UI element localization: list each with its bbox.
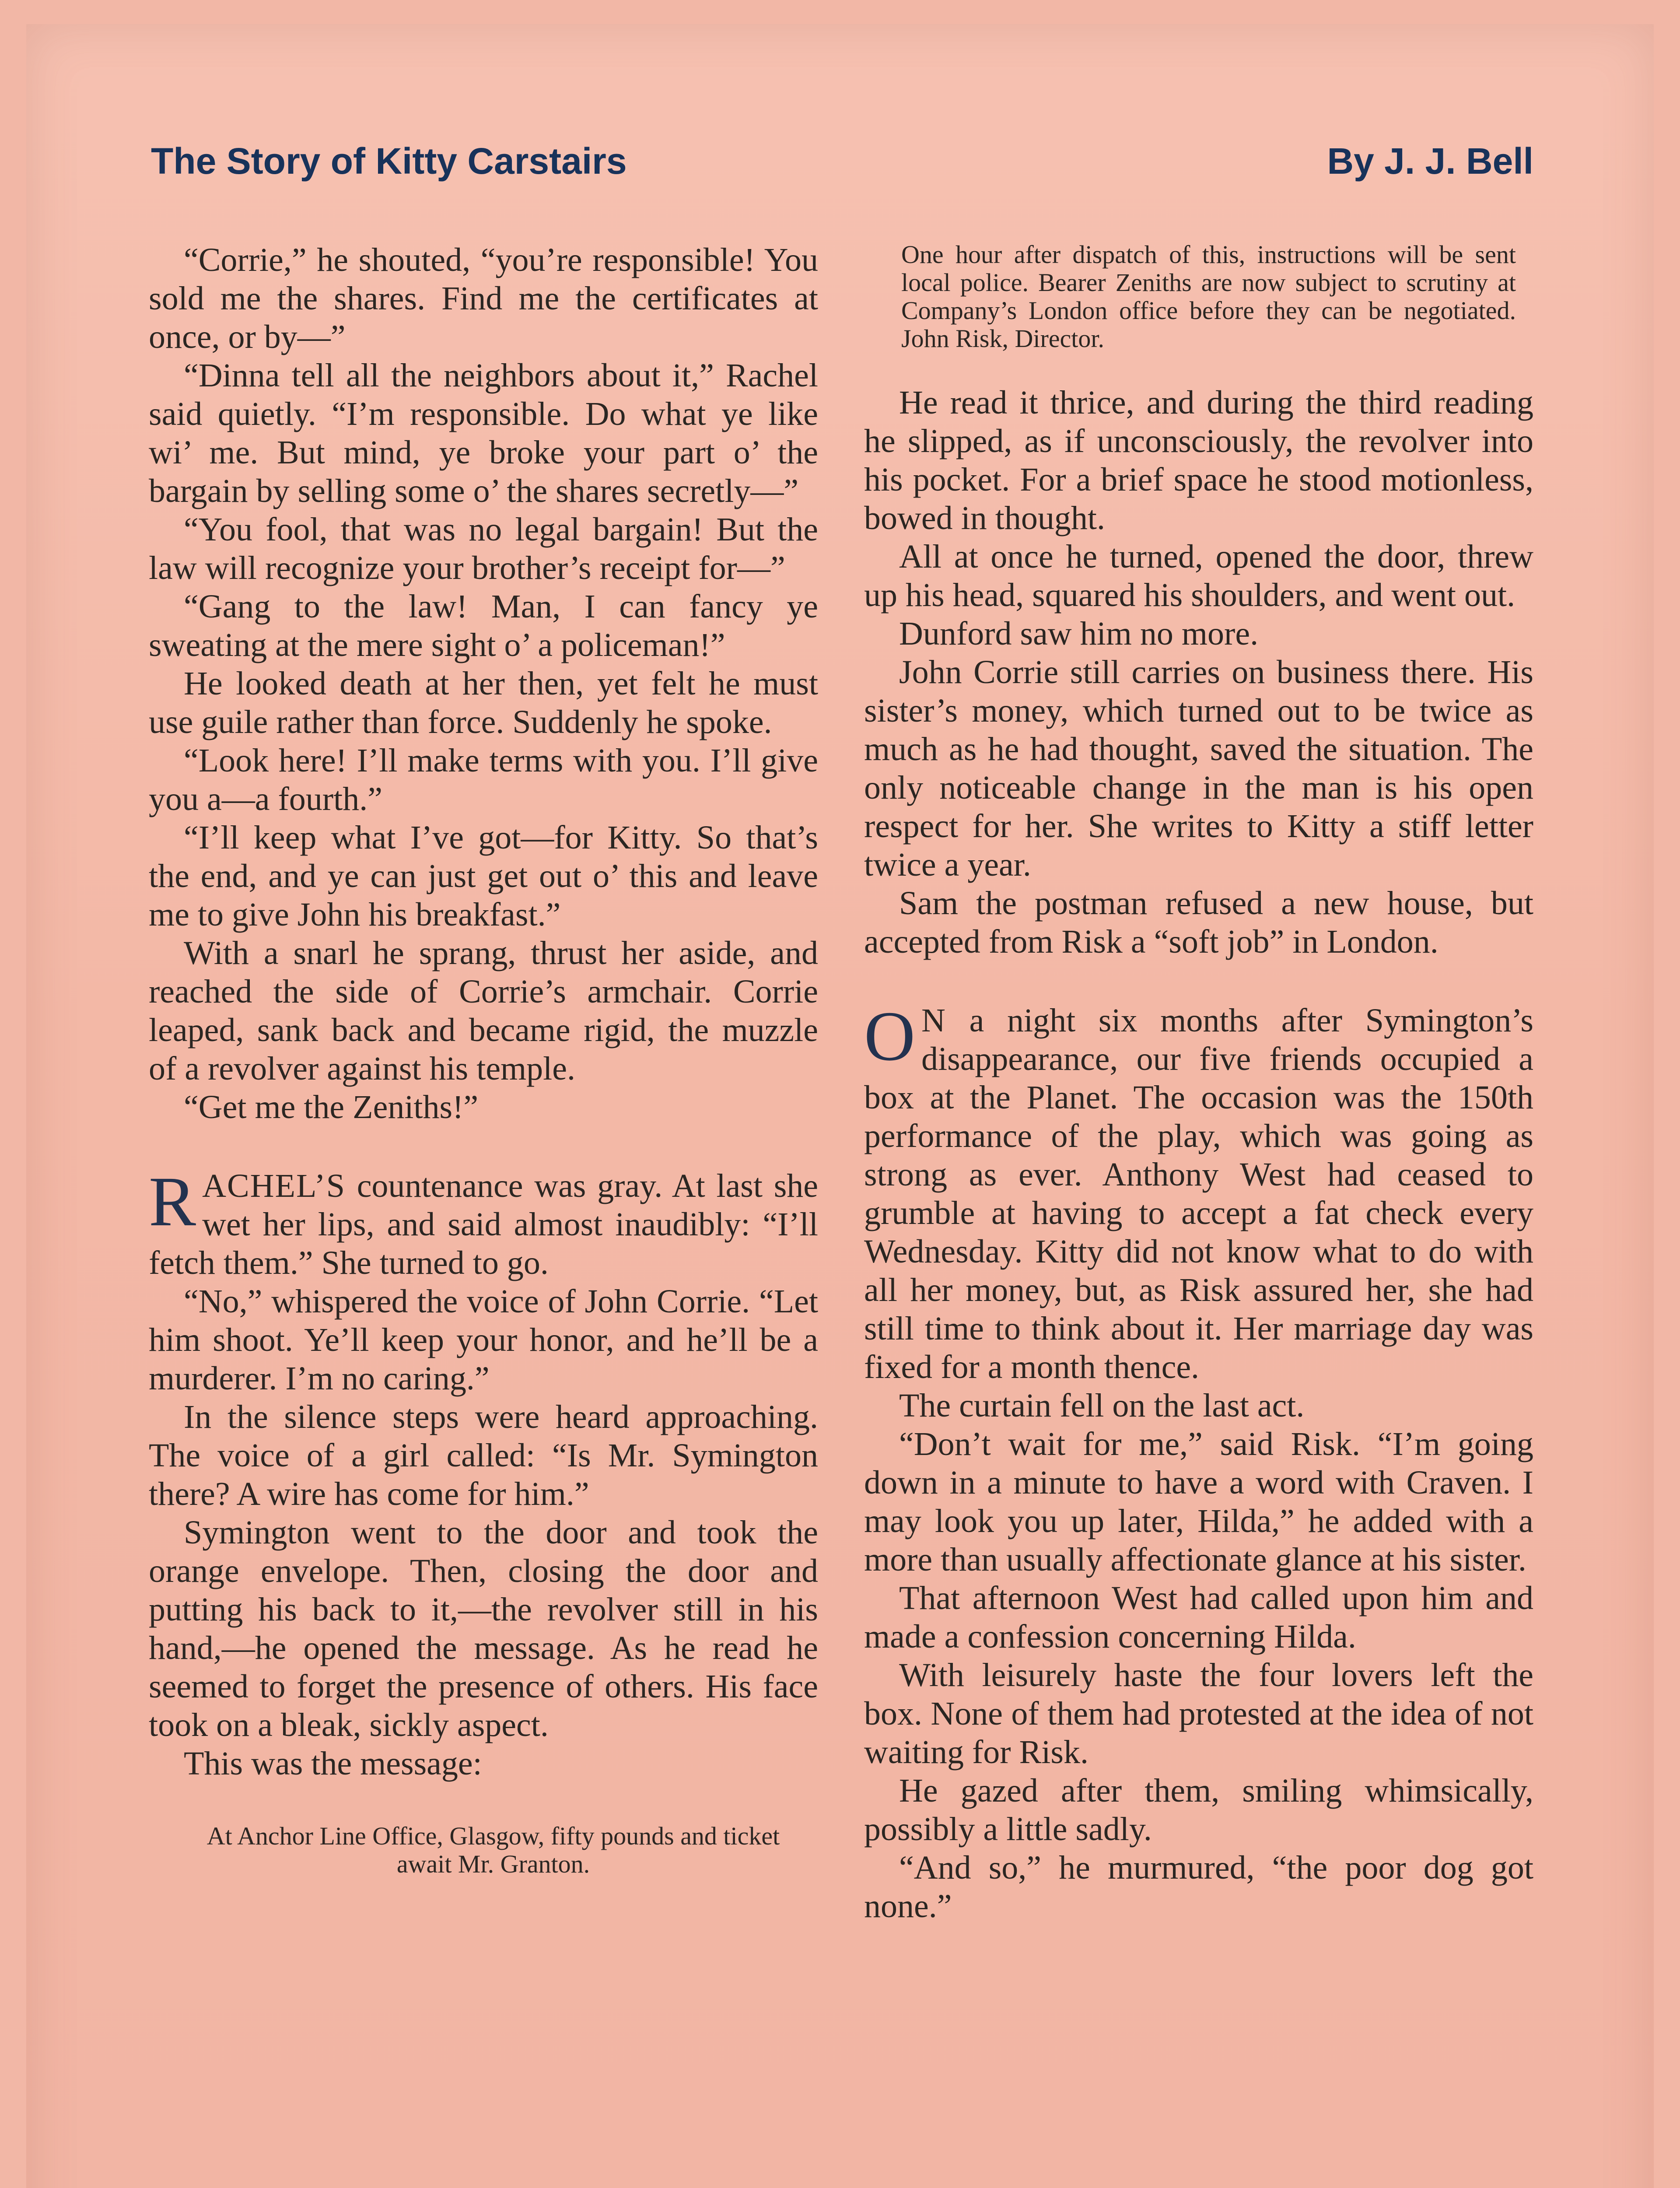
paragraph: “I’ll keep what I’ve got—for Kitty. So that’s the end, and ye can just get out o’ this and leave me to give John his breakfast.” — [149, 819, 818, 933]
paragraph: “Don’t wait for me,” said Risk. “I’m going down in a minute to have a word with Craven. I may look you up later, Hilda,” he added with a more than usually affectionate glance at his sister. — [864, 1426, 1533, 1578]
paragraph: He gazed after them, smiling whimsically, possibly a little sadly. — [864, 1772, 1533, 1848]
drop-cap: R — [149, 1163, 196, 1241]
paragraph: “And so,” he murmured, “the poor dog got none.” — [864, 1849, 1533, 1925]
right-column — [864, 241, 1533, 1925]
paragraph-text: countenance was gray. At last she wet her lips, and said almost inaudibly: “I’ll fetch them.” She turned to go. — [149, 1168, 818, 1281]
paragraph: “Gang to the law! Man, I can fancy ye sweating at the mere sight o’ a policeman!” — [149, 588, 818, 663]
story-title: The Story of Kitty Carstairs — [151, 140, 627, 182]
drop-cap-word: ACHEL’S — [202, 1168, 346, 1204]
section-opening-paragraph — [864, 997, 1533, 1386]
telegram-message: At Anchor Line Office, Glasgow, fifty pounds and ticket await Mr. Granton. — [206, 1822, 780, 1878]
paragraph: In the silence steps were heard approaching. The voice of a girl called: “Is Mr. Symington there? A wire has come for him.” — [149, 1399, 818, 1512]
left-column — [149, 241, 818, 1878]
paragraph: He looked death at her then, yet felt he must use guile rather than force. Suddenly he spoke. — [149, 665, 818, 740]
paragraph: “Get me the Zeniths!” — [184, 1089, 479, 1126]
paragraph: With a snarl he sprang, thrust her aside, and reached the side of Corrie’s armchair. Corrie leaped, sank back and became rigid, the muzzle of a revolver against his temple. — [149, 935, 818, 1087]
drop-cap: O — [864, 997, 915, 1076]
paragraph: The curtain fell on the last act. — [899, 1387, 1305, 1424]
paragraph: “Dinna tell all the neighbors about it,” Rachel said quietly. “I’m responsible. Do what ye like wi’ me. But mind, ye broke your part o’ the bargain by selling some o’ the shares secretly—” — [149, 357, 818, 509]
paragraph: All at once he turned, opened the door, threw up his head, squared his shoulders, and went out. — [864, 538, 1533, 614]
drop-cap-word: N — [921, 1002, 946, 1039]
paragraph: That afternoon West had called upon him and made a confession concerning Hilda. — [864, 1580, 1533, 1655]
story-author: By J. J. Bell — [1327, 140, 1533, 182]
paragraph: With leisurely haste the four lovers left the box. None of them had protested at the idea of not waiting for Risk. — [864, 1657, 1533, 1771]
paragraph: He read it thrice, and during the third reading he slipped, as if unconsciously, the revolver into his pocket. For a brief space he stood motionless, bowed in thought. — [864, 384, 1533, 536]
paragraph-text: a night six months after Symington’s disappearance, our five friends occupied a box at the Planet. The occasion was the 150th performance of the play, which was going as strong as ever. Anthony West had ceased to grumble at having to accept a fat check every Wednesday. Kitty did not know what to do with all her money, but, as Risk assured her, she had still time to think about it. Her marriage day was fixed for a month thence. — [864, 1002, 1533, 1385]
paragraph: Symington went to the door and took the orange envelope. Then, closing the door and putting his back to it,—the revolver still in his hand,—he opened the message. As he read he seemed to forget the presence of others. His face took on a bleak, sickly aspect. — [149, 1514, 818, 1743]
paragraph: “You fool, that was no legal bargain! But the law will recognize your brother’s receipt for—” — [149, 511, 818, 586]
paragraph: Dunford saw him no more. — [899, 615, 1259, 652]
paragraph: “Corrie,” he shouted, “you’re responsible! You sold me the shares. Find me the certificates at once, or by—” — [149, 242, 818, 355]
paragraph: “No,” whispered the voice of John Corrie. “Let him shoot. Ye’ll keep your honor, and he’ll be a murderer. I’m no caring.” — [149, 1283, 818, 1397]
paragraph: John Corrie still carries on business there. His sister’s money, which turned out to be twice as much as he had thought, saved the situation. The only noticeable change in the man is his open respect for her. She writes to Kitty a stiff letter twice a year. — [864, 654, 1533, 883]
paragraph: This was the message: — [184, 1745, 482, 1782]
running-header — [151, 140, 1533, 201]
telegram-message-continued: One hour after dispatch of this, instructions will be sent local police. Bearer Zeniths are now subject to scrutiny at Company’s London office before they can be negotiated. John Risk, Director. — [901, 240, 1516, 353]
paragraph: Sam the postman refused a new house, but accepted from Risk a “soft job” in London. — [864, 885, 1533, 960]
paragraph: “Look here! I’ll make terms with you. I’ll give you a—a fourth.” — [149, 742, 818, 817]
section-opening-paragraph — [149, 1163, 818, 1282]
